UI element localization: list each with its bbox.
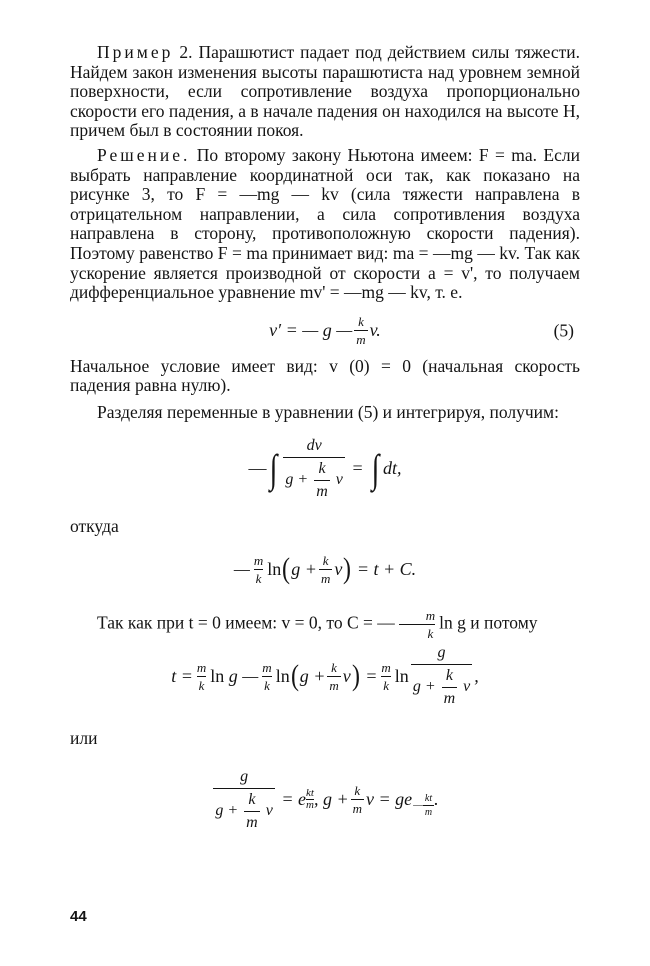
fraction-k-over-m: $\frac{k}{m}$	[356, 314, 366, 348]
initial-condition-paragraph: Начальное условие имеет вид: v (0) = 0 (начальная скорость падения равна нулю).	[70, 355, 580, 396]
integral-equation: — ∫ dv g + $\frac{k}{m}$ v = ∫ dt,	[248, 436, 402, 500]
equation-5: v′ = — g — $\frac{k}{m}$ v. (5)	[269, 314, 574, 348]
since-tail: ln g и потому	[439, 612, 538, 633]
log-equation: — $\frac{m}{k}$ ln ( g + $\frac{k}{m}$ v ) = t + C.	[233, 552, 417, 586]
whence-text: откуда	[70, 515, 119, 536]
example-label: Пример	[97, 42, 174, 62]
separation-paragraph: Разделяя переменные в уравнении (5) и интегрируя, получим:	[97, 401, 559, 422]
example-paragraph	[70, 43, 580, 141]
t-equation: t = $\frac{m}{k}$ ln g — $\frac{m}{k}$ ln ( g + $\frac{k}{m}$ v ) = $\frac{m}{k}$ ln g g + $\frac{k}{m}$ v ,	[171, 644, 479, 708]
solution-paragraph	[70, 146, 580, 303]
or-text: или	[70, 728, 98, 749]
since-paragraph: Так как при t = 0 имеем: v = 0, то C = — $\frac{m}{k}$ ln g и потому	[97, 608, 538, 642]
page-content	[70, 40, 580, 835]
solution-text: По второму закону Ньютона имеем: F = ma. Если выбрать направление координатной оси так, как показано на рисунке 3, то F = —mg — kv (сила тяжести направлена в отрицательном направлении, а сила сопротивления воздуха направлена в сторону, противоположную скорости падения). Поэтому равенство F = ma принимает вид: ma = —mg — kv. Так как ускорение является производной от скорости a = v', то получаем дифференциальное уравнение mv' = —mg — kv, т. е.	[70, 144, 580, 303]
page-number: 44	[70, 908, 87, 925]
solution-label: Решение.	[97, 144, 191, 165]
exp-equation: g g + $\frac{k}{m}$ v = e kt m , g + $\frac{k}{m}$ v = ge — $\frac{kt}{m}$ .	[215, 767, 439, 831]
since-text: Так как при t = 0 имеем: v = 0, то C = —	[97, 612, 395, 633]
integrand-fraction: dv g + $\frac{k}{m}$ v	[285, 436, 343, 500]
example-text: 2. Парашютист падает под действием силы тяжести. Найдем закон изменения высоты парашютиста над уровнем земной поверхности, если сопротивление воздуха пропорционально скорости его падения, а в начале падения он находился на высоте H, причем был в состоянии покоя.	[70, 42, 580, 141]
equation-number: (5)	[553, 320, 574, 341]
